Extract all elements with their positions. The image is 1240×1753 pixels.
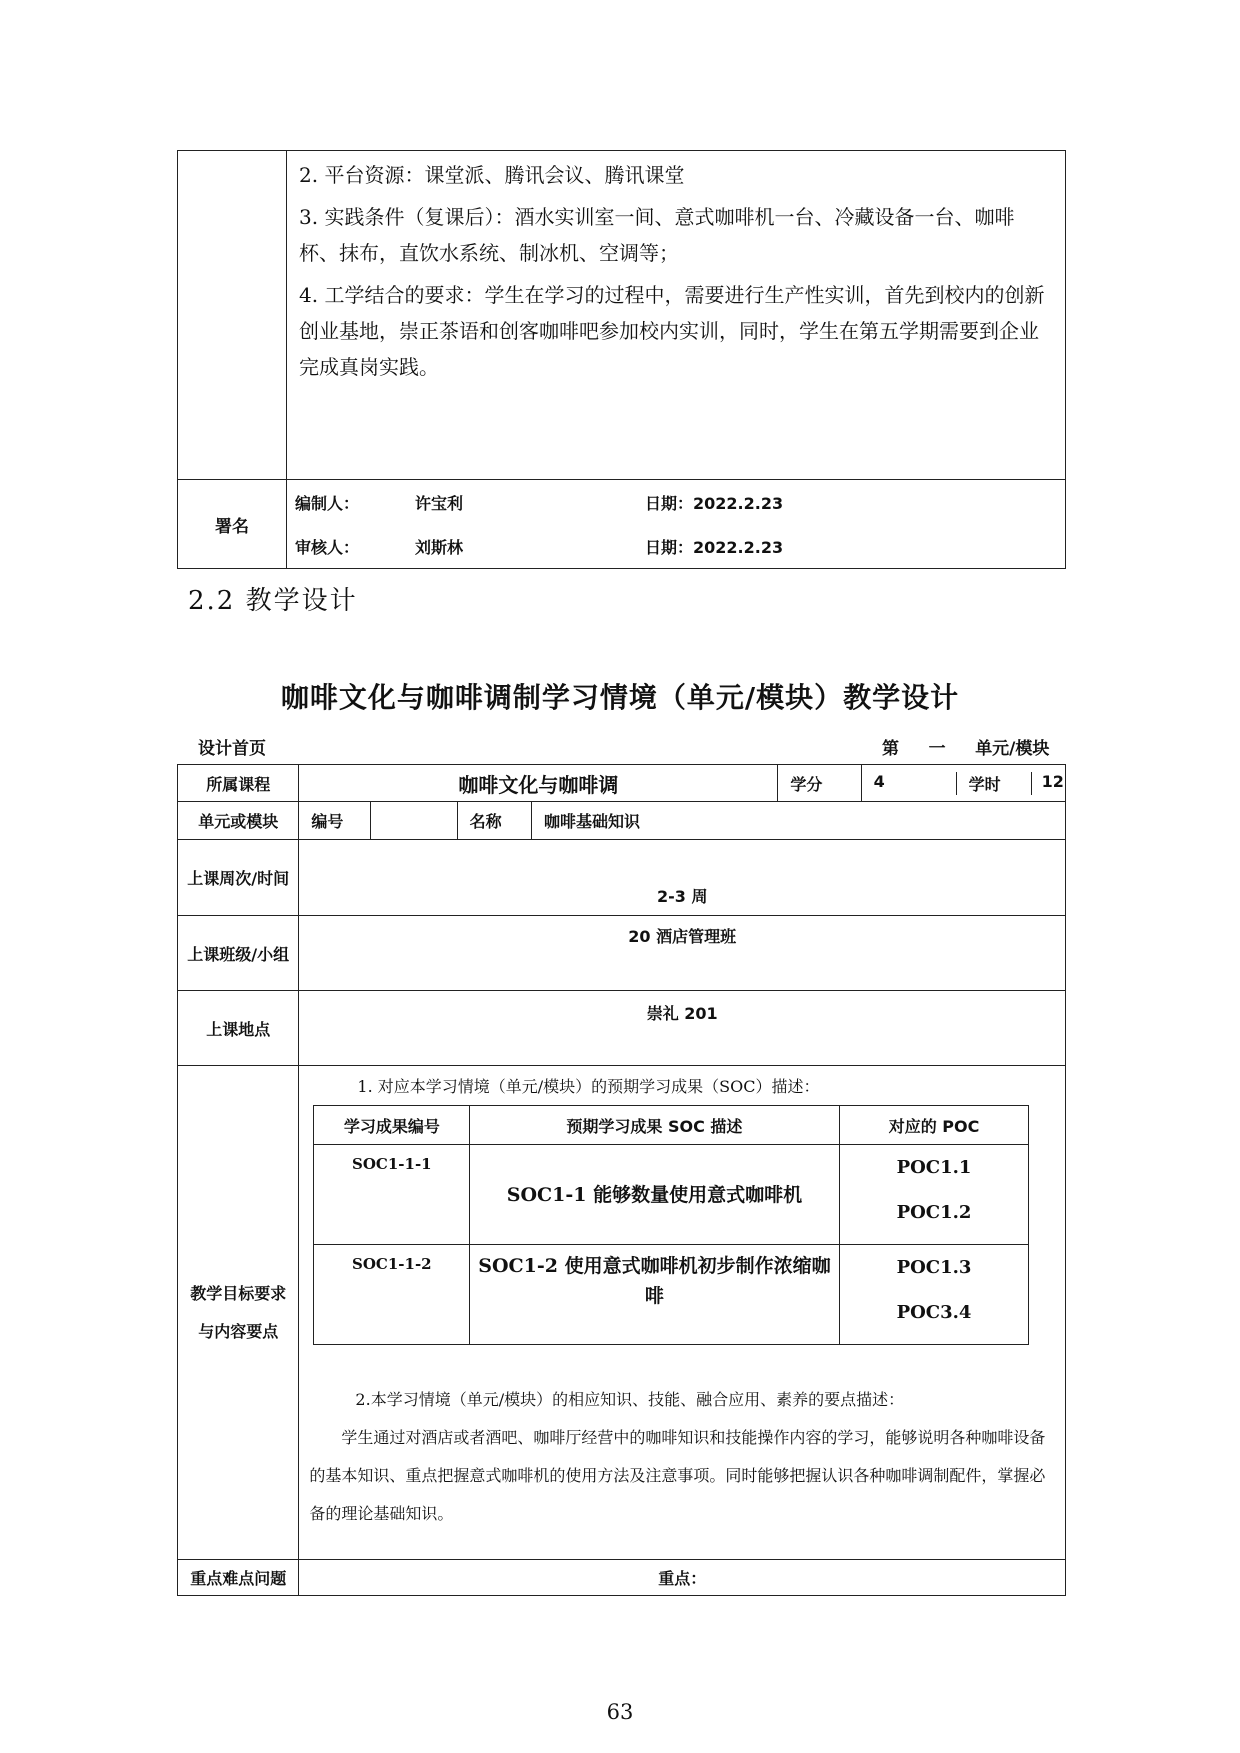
soc-id: SOC1-1-2 — [314, 1245, 470, 1345]
section-heading: 2.2 教学设计 — [188, 586, 358, 616]
soc-header: 对应的 POC — [839, 1106, 1029, 1145]
soc-desc: SOC1-2 使用意式咖啡机初步制作浓缩咖啡 — [470, 1245, 839, 1345]
reviewer-label: 审核人： — [295, 537, 360, 557]
name-label: 名称 — [457, 802, 531, 840]
compiler-label: 编制人： — [295, 493, 360, 513]
goal-label-line: 与内容要点 — [198, 1321, 279, 1341]
week-value: 2-3 周 — [299, 840, 1066, 916]
table-row — [314, 1145, 1029, 1245]
resource-item: 3. 实践条件（复课后）：酒水实训室一间、意式咖啡机一台、冷藏设备一台、咖啡杯、抹布，直饮水系统、制冰机、空调等； — [299, 205, 1015, 265]
resource-item: 4. 工学结合的要求：学生在学习的过程中，需要进行生产性实训，首先到校内的创新创业基地，崇正茶语和创客咖啡吧参加校内实训，同时，学生在第五学期需要到企业完成真岗实践。 — [299, 283, 1045, 379]
goal-content — [299, 1066, 1066, 1560]
place-value: 崇礼 201 — [299, 991, 1066, 1066]
compiler-name: 许宝利 — [415, 493, 464, 513]
course-value: 咖啡文化与咖啡调 — [299, 765, 778, 802]
compiler-date: 日期：2022.2.23 — [645, 493, 784, 513]
name-value: 咖啡基础知识 — [531, 802, 1065, 840]
soc-id: SOC1-1-1 — [314, 1145, 470, 1245]
empty-label-cell — [178, 151, 287, 480]
week-label: 上课周次/时间 — [178, 840, 299, 916]
number-label: 编号 — [299, 802, 370, 840]
resource-item: 2. 平台资源：课堂派、腾讯会议、腾讯课堂 — [299, 163, 685, 187]
key-label: 重点难点问题 — [178, 1560, 299, 1596]
soc-poc — [839, 1245, 1029, 1345]
soc-header: 学习成果编号 — [314, 1106, 470, 1145]
soc-header: 预期学习成果 SOC 描述 — [470, 1106, 839, 1145]
soc-poc — [839, 1145, 1029, 1245]
points-text: 学生通过对酒店或者酒吧、咖啡厅经营中的咖啡知识和技能操作内容的学习，能够说明各种咖啡设备的基本知识、重点把握意式咖啡机的使用方法及注意事项。同时能够把握认识各种咖啡调制配件，掌握必备的理论基础知识。 — [309, 1428, 1046, 1523]
unit-prefix: 第 — [882, 739, 899, 759]
signature-cell — [287, 480, 1066, 569]
place-label: 上课地点 — [178, 991, 299, 1066]
design-table — [177, 764, 1066, 1596]
page-number: 63 — [606, 1700, 634, 1724]
credit-label: 学分 — [778, 765, 861, 802]
unit-label: 单元或模块 — [178, 802, 299, 840]
poc-item: POC1.3 — [896, 1257, 972, 1278]
class-label: 上课班级/小组 — [178, 916, 299, 991]
signature-label: 署名 — [178, 480, 287, 569]
reviewer-date: 日期：2022.2.23 — [645, 537, 784, 557]
hours-value: 12 — [1031, 772, 1064, 795]
table-row — [314, 1245, 1029, 1345]
goal-label — [178, 1066, 299, 1560]
reviewer-name: 刘斯林 — [415, 537, 464, 557]
unit-suffix: 单元/模块 — [975, 739, 1050, 759]
resources-table — [177, 150, 1066, 569]
soc-desc: SOC1-1 能够数量使用意式咖啡机 — [470, 1145, 839, 1245]
course-label: 所属课程 — [178, 765, 299, 802]
credit-hours-cell — [861, 765, 1065, 802]
credit-value: 4 — [873, 771, 885, 791]
unit-indicator — [882, 734, 1049, 759]
design-first-page-label: 设计首页 — [198, 739, 266, 759]
hours-label: 学时 — [956, 772, 1031, 795]
points-intro: 2.本学习情境（单元/模块）的相应知识、技能、融合应用、素养的要点描述： — [355, 1390, 905, 1409]
poc-item: POC3.4 — [896, 1302, 972, 1323]
document-title: 咖啡文化与咖啡调制学习情境（单元/模块）教学设计 — [280, 681, 960, 714]
goal-label-line: 教学目标要求 — [190, 1283, 287, 1303]
unit-number: 一 — [928, 739, 946, 759]
class-value: 20 酒店管理班 — [299, 916, 1066, 991]
poc-item: POC1.1 — [896, 1157, 972, 1178]
key-value: 重点： — [299, 1560, 1066, 1596]
poc-item: POC1.2 — [896, 1202, 972, 1223]
number-value — [370, 802, 457, 840]
soc-table — [313, 1105, 1029, 1345]
resources-cell — [287, 151, 1066, 480]
goal-intro: 1. 对应本学习情境（单元/模块）的预期学习成果（SOC）描述： — [357, 1077, 820, 1096]
